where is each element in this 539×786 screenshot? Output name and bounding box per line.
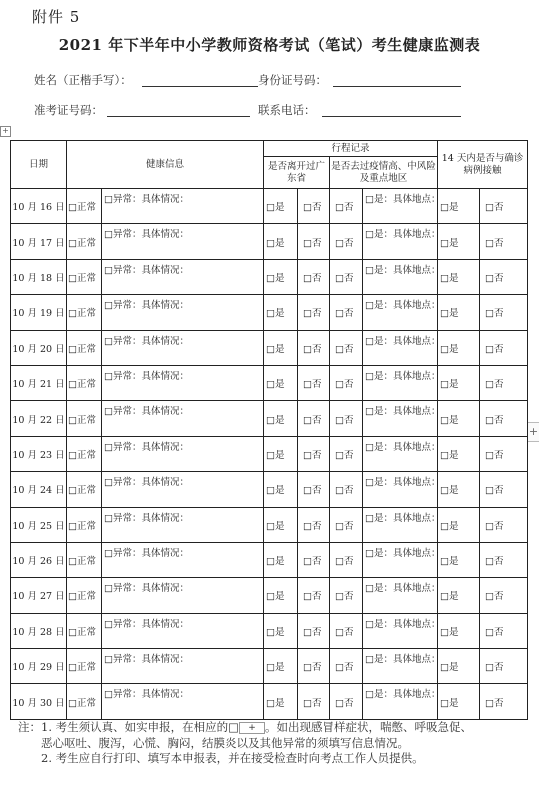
row-date: 10 月 17 日 — [11, 224, 67, 259]
risk-area-no-checkbox[interactable]: □否 — [330, 684, 363, 719]
risk-area-no-checkbox[interactable]: □否 — [330, 295, 363, 330]
row-date: 10 月 26 日 — [11, 542, 67, 577]
left-guangdong-yes-checkbox[interactable]: □是 — [264, 472, 298, 507]
name-label: 姓名（正楷手写）： — [34, 73, 132, 87]
row-date: 10 月 20 日 — [11, 330, 67, 365]
header-contact-14-days: 14 天内是否与确诊病例接触 — [438, 141, 528, 189]
normal-checkbox[interactable]: □正常 — [67, 613, 102, 648]
left-guangdong-yes-checkbox[interactable]: □是 — [264, 365, 298, 400]
row-date: 10 月 16 日 — [11, 189, 67, 224]
abnormal-checkbox[interactable]: □异常：具体情况： — [102, 365, 264, 400]
normal-checkbox[interactable]: □正常 — [67, 684, 102, 719]
risk-area-no-checkbox[interactable]: □否 — [330, 365, 363, 400]
risk-area-yes-location-checkbox[interactable]: □是：具体地点： — [363, 259, 438, 294]
left-guangdong-no-checkbox[interactable]: □否 — [298, 330, 330, 365]
risk-area-yes-location-checkbox[interactable]: □是：具体地点： — [363, 542, 438, 577]
contact-yes-checkbox[interactable]: □是 — [438, 401, 480, 436]
contact-no-checkbox[interactable]: □否 — [480, 365, 528, 400]
contact-no-checkbox[interactable]: □否 — [480, 224, 528, 259]
normal-checkbox[interactable]: □正常 — [67, 578, 102, 613]
id-number-label: 身份证号码： — [258, 73, 327, 87]
normal-checkbox[interactable]: □正常 — [67, 295, 102, 330]
risk-area-yes-location-checkbox[interactable]: □是：具体地点： — [363, 295, 438, 330]
risk-area-no-checkbox[interactable]: □否 — [330, 224, 363, 259]
header-left-guangdong: 是否离开过广东省 — [264, 157, 330, 189]
table-row — [11, 684, 528, 719]
left-guangdong-yes-checkbox[interactable]: □是 — [264, 542, 298, 577]
note-2: 2. 考生应自行打印、填写本申报表，并在接受检查时向考点工作人员提供。 — [41, 751, 424, 765]
left-guangdong-no-checkbox[interactable]: □否 — [298, 295, 330, 330]
left-guangdong-no-checkbox[interactable]: □否 — [298, 365, 330, 400]
phone-field[interactable] — [322, 116, 461, 117]
normal-checkbox[interactable]: □正常 — [67, 259, 102, 294]
contact-yes-checkbox[interactable]: □是 — [438, 684, 480, 719]
contact-no-checkbox[interactable]: □否 — [480, 684, 528, 719]
risk-area-no-checkbox[interactable]: □否 — [330, 436, 363, 471]
contact-no-checkbox[interactable]: □否 — [480, 613, 528, 648]
abnormal-checkbox[interactable]: □异常：具体情况： — [102, 401, 264, 436]
exam-number-label: 准考证号码： — [34, 103, 103, 117]
table-row — [11, 613, 528, 648]
left-guangdong-yes-checkbox[interactable]: □是 — [264, 330, 298, 365]
left-guangdong-yes-checkbox[interactable]: □是 — [264, 401, 298, 436]
contact-no-checkbox[interactable]: □否 — [480, 436, 528, 471]
left-guangdong-no-checkbox[interactable]: □否 — [298, 649, 330, 684]
contact-yes-checkbox[interactable]: □是 — [438, 224, 480, 259]
contact-yes-checkbox[interactable]: □是 — [438, 472, 480, 507]
normal-checkbox[interactable]: □正常 — [67, 649, 102, 684]
abnormal-checkbox[interactable]: □异常：具体情况： — [102, 507, 264, 542]
risk-area-yes-location-checkbox[interactable]: □是：具体地点： — [363, 507, 438, 542]
contact-no-checkbox[interactable]: □否 — [480, 472, 528, 507]
normal-checkbox[interactable]: □正常 — [67, 436, 102, 471]
contact-no-checkbox[interactable]: □否 — [480, 189, 528, 224]
risk-area-yes-location-checkbox[interactable]: □是：具体地点： — [363, 436, 438, 471]
note-1 — [18, 720, 528, 736]
abnormal-checkbox[interactable]: □异常：具体情况： — [102, 295, 264, 330]
row-date: 10 月 23 日 — [11, 436, 67, 471]
table-move-handle-icon[interactable]: + — [0, 126, 11, 137]
phone-label: 联系电话： — [258, 103, 316, 117]
abnormal-checkbox[interactable]: □异常：具体情况： — [102, 330, 264, 365]
left-guangdong-no-checkbox[interactable]: □否 — [298, 189, 330, 224]
abnormal-checkbox[interactable]: □异常：具体情况： — [102, 224, 264, 259]
contact-yes-checkbox[interactable]: □是 — [438, 436, 480, 471]
exam-number-field[interactable] — [107, 116, 250, 117]
left-guangdong-no-checkbox[interactable]: □否 — [298, 436, 330, 471]
row-date: 10 月 25 日 — [11, 507, 67, 542]
risk-area-no-checkbox[interactable]: □否 — [330, 507, 363, 542]
risk-area-yes-location-checkbox[interactable]: □是：具体地点： — [363, 613, 438, 648]
abnormal-checkbox[interactable]: □异常：具体情况： — [102, 578, 264, 613]
table-row — [11, 436, 528, 471]
header-health: 健康信息 — [67, 141, 264, 189]
contact-yes-checkbox[interactable]: □是 — [438, 189, 480, 224]
abnormal-checkbox[interactable]: □异常：具体情况： — [102, 472, 264, 507]
normal-checkbox[interactable]: □正常 — [67, 330, 102, 365]
table-row — [11, 224, 528, 259]
note-1-text-a: 注：1. 考生须认真、如实申报，在相应的□ — [18, 720, 239, 734]
contact-yes-checkbox[interactable]: □是 — [438, 259, 480, 294]
contact-yes-checkbox[interactable]: □是 — [438, 295, 480, 330]
row-date: 10 月 27 日 — [11, 578, 67, 613]
left-guangdong-yes-checkbox[interactable]: □是 — [264, 295, 298, 330]
contact-no-checkbox[interactable]: □否 — [480, 578, 528, 613]
row-date: 10 月 30 日 — [11, 684, 67, 719]
left-guangdong-yes-checkbox[interactable]: □是 — [264, 189, 298, 224]
risk-area-yes-location-checkbox[interactable]: □是：具体地点： — [363, 684, 438, 719]
contact-yes-checkbox[interactable]: □是 — [438, 365, 480, 400]
table-row — [11, 649, 528, 684]
risk-area-no-checkbox[interactable]: □否 — [330, 542, 363, 577]
contact-no-checkbox[interactable]: □否 — [480, 401, 528, 436]
left-guangdong-yes-checkbox[interactable]: □是 — [264, 436, 298, 471]
risk-area-no-checkbox[interactable]: □否 — [330, 189, 363, 224]
risk-area-no-checkbox[interactable]: □否 — [330, 578, 363, 613]
left-guangdong-yes-checkbox[interactable]: □是 — [264, 613, 298, 648]
attachment-label: 附件 5 — [32, 8, 81, 26]
normal-checkbox[interactable]: □正常 — [67, 401, 102, 436]
risk-area-yes-location-checkbox[interactable]: □是：具体地点： — [363, 649, 438, 684]
risk-area-no-checkbox[interactable]: □否 — [330, 649, 363, 684]
risk-area-yes-location-checkbox[interactable]: □是：具体地点： — [363, 578, 438, 613]
abnormal-checkbox[interactable]: □异常：具体情况： — [102, 649, 264, 684]
contact-yes-checkbox[interactable]: □是 — [438, 578, 480, 613]
left-guangdong-no-checkbox[interactable]: □否 — [298, 578, 330, 613]
left-guangdong-no-checkbox[interactable]: □否 — [298, 613, 330, 648]
table-row — [11, 365, 528, 400]
risk-area-yes-location-checkbox[interactable]: □是：具体地点： — [363, 189, 438, 224]
table-row — [11, 189, 528, 224]
note-1-continued: 恶心呕吐、腹泻，心慌、胸闷，结膜炎以及其他异常的须填写信息情况。 — [41, 735, 409, 750]
left-guangdong-yes-checkbox[interactable]: □是 — [264, 649, 298, 684]
left-guangdong-no-checkbox[interactable]: □否 — [298, 507, 330, 542]
header-risk-area: 是否去过疫情高、中风险及重点地区 — [330, 157, 438, 189]
row-date: 10 月 29 日 — [11, 649, 67, 684]
abnormal-checkbox[interactable]: □异常：具体情况： — [102, 436, 264, 471]
contact-no-checkbox[interactable]: □否 — [480, 542, 528, 577]
normal-checkbox[interactable]: □正常 — [67, 224, 102, 259]
risk-area-yes-location-checkbox[interactable]: □是：具体地点： — [363, 330, 438, 365]
table-row — [11, 401, 528, 436]
name-field[interactable] — [142, 86, 258, 87]
left-guangdong-yes-checkbox[interactable]: □是 — [264, 259, 298, 294]
left-guangdong-no-checkbox[interactable]: □否 — [298, 542, 330, 577]
left-guangdong-no-checkbox[interactable]: □否 — [298, 401, 330, 436]
add-column-plus-icon[interactable]: + — [527, 422, 539, 442]
table-row — [11, 507, 528, 542]
id-number-field[interactable] — [333, 86, 461, 87]
contact-no-checkbox[interactable]: □否 — [480, 330, 528, 365]
abnormal-checkbox[interactable]: □异常：具体情况： — [102, 189, 264, 224]
risk-area-no-checkbox[interactable]: □否 — [330, 613, 363, 648]
left-guangdong-no-checkbox[interactable]: □否 — [298, 684, 330, 719]
table-row — [11, 295, 528, 330]
normal-checkbox[interactable]: □正常 — [67, 365, 102, 400]
left-guangdong-yes-checkbox[interactable]: □是 — [264, 224, 298, 259]
contact-yes-checkbox[interactable]: □是 — [438, 507, 480, 542]
contact-yes-checkbox[interactable]: □是 — [438, 542, 480, 577]
health-monitoring-table — [10, 140, 528, 720]
contact-yes-checkbox[interactable]: □是 — [438, 649, 480, 684]
contact-yes-checkbox[interactable]: □是 — [438, 330, 480, 365]
risk-area-no-checkbox[interactable]: □否 — [330, 330, 363, 365]
row-date: 10 月 28 日 — [11, 613, 67, 648]
normal-checkbox[interactable]: □正常 — [67, 189, 102, 224]
contact-no-checkbox[interactable]: □否 — [480, 295, 528, 330]
plus-box-icon: + — [239, 722, 265, 734]
risk-area-no-checkbox[interactable]: □否 — [330, 472, 363, 507]
row-date: 10 月 24 日 — [11, 472, 67, 507]
normal-checkbox[interactable]: □正常 — [67, 472, 102, 507]
table-row — [11, 330, 528, 365]
table-row — [11, 472, 528, 507]
risk-area-no-checkbox[interactable]: □否 — [330, 259, 363, 294]
risk-area-yes-location-checkbox[interactable]: □是：具体地点： — [363, 224, 438, 259]
note-1-text-b: 。如出现感冒样症状，喘憋、呼吸急促、 — [265, 720, 472, 734]
left-guangdong-no-checkbox[interactable]: □否 — [298, 224, 330, 259]
row-date: 10 月 22 日 — [11, 401, 67, 436]
row-date: 10 月 19 日 — [11, 295, 67, 330]
risk-area-yes-location-checkbox[interactable]: □是：具体地点： — [363, 401, 438, 436]
row-date: 10 月 21 日 — [11, 365, 67, 400]
normal-checkbox[interactable]: □正常 — [67, 507, 102, 542]
table-row — [11, 259, 528, 294]
abnormal-checkbox[interactable]: □异常：具体情况： — [102, 684, 264, 719]
left-guangdong-yes-checkbox[interactable]: □是 — [264, 507, 298, 542]
notes — [18, 720, 528, 767]
risk-area-no-checkbox[interactable]: □否 — [330, 401, 363, 436]
left-guangdong-yes-checkbox[interactable]: □是 — [264, 578, 298, 613]
risk-area-yes-location-checkbox[interactable]: □是：具体地点： — [363, 472, 438, 507]
abnormal-checkbox[interactable]: □异常：具体情况： — [102, 259, 264, 294]
normal-checkbox[interactable]: □正常 — [67, 542, 102, 577]
abnormal-checkbox[interactable]: □异常：具体情况： — [102, 542, 264, 577]
left-guangdong-no-checkbox[interactable]: □否 — [298, 259, 330, 294]
contact-no-checkbox[interactable]: □否 — [480, 259, 528, 294]
contact-yes-checkbox[interactable]: □是 — [438, 613, 480, 648]
contact-no-checkbox[interactable]: □否 — [480, 507, 528, 542]
left-guangdong-yes-checkbox[interactable]: □是 — [264, 684, 298, 719]
risk-area-yes-location-checkbox[interactable]: □是：具体地点： — [363, 365, 438, 400]
table-row — [11, 578, 528, 613]
row-date: 10 月 18 日 — [11, 259, 67, 294]
form-title: 2021 年下半年中小学教师资格考试（笔试）考生健康监测表 — [58, 36, 481, 54]
header-travel: 行程记录 — [264, 141, 438, 157]
header-date: 日期 — [11, 141, 67, 189]
abnormal-checkbox[interactable]: □异常：具体情况： — [102, 613, 264, 648]
table-row — [11, 542, 528, 577]
contact-no-checkbox[interactable]: □否 — [480, 649, 528, 684]
left-guangdong-no-checkbox[interactable]: □否 — [298, 472, 330, 507]
